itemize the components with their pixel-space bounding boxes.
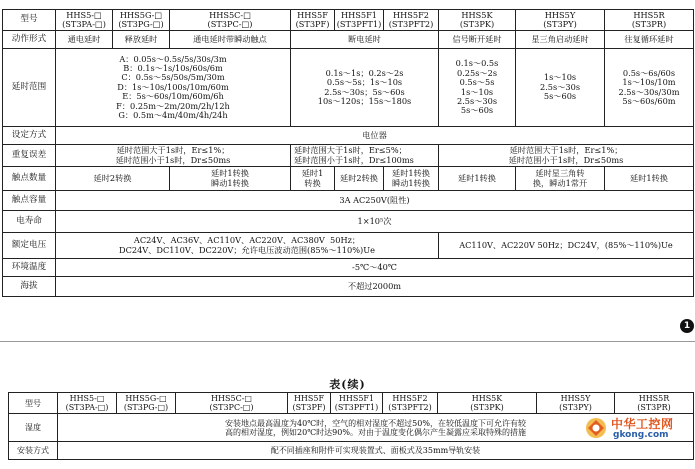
voltage-row (3, 233, 694, 259)
range-f: 0.1s～1s；0.2s～2s 0.5s～5s；1s～10s 2.5s～30s；5s～60s 10s～120s；15s～180s (291, 49, 439, 127)
life-row (3, 211, 694, 233)
temp-label: 环境温度 (3, 259, 56, 277)
model-hhs5k: HHS5K (ST3PK) (439, 10, 516, 31)
life-label: 电寿命 (3, 211, 56, 233)
watermark-url: gkong.com (613, 430, 669, 440)
error-f: 延时范围大于1s时，Er≤5%； 延时范围小于1s时，Dr≤100ms (291, 145, 439, 167)
model2-hhs5: HHS5-□ (ST3PA-□) (58, 393, 117, 414)
model-label: 型号 (3, 10, 56, 31)
capacity-label: 触点容量 (3, 191, 56, 211)
contacts-k: 延时1转换 (439, 167, 516, 191)
life-value: 1×10⁵次 (56, 211, 694, 233)
model2-hhs5y: HHS5Y (ST3PY) (537, 393, 615, 414)
action-g: 释放延时 (113, 31, 170, 49)
contacts-r: 延时1转换 (605, 167, 694, 191)
altitude-label: 海拔 (3, 277, 56, 297)
model-hhs5g: HHS5G-□ (ST3PG-□) (113, 10, 170, 31)
action-label: 动作形式 (3, 31, 56, 49)
setting-value: 电位器 (56, 127, 694, 145)
contacts-f2: 延时1转换 瞬动1转换 (384, 167, 439, 191)
page-number-badge: 1 (680, 319, 694, 333)
model-hhs5: HHS5-□ (ST3PA-□) (56, 10, 113, 31)
range-label: 延时范围 (3, 49, 56, 127)
voltage-right: AC110V、AC220V 50Hz；DC24V，(85%～110%)Ue (439, 233, 694, 259)
header-row-2 (9, 393, 694, 414)
watermark (583, 413, 691, 443)
contacts-c: 延时1转换 瞬动1转换 (170, 167, 291, 191)
model2-hhs5g: HHS5G-□ (ST3PG-□) (117, 393, 176, 414)
model-hhs5r: HHS5R (ST3PR) (605, 10, 694, 31)
watermark-text: 中华工控网 (611, 417, 674, 431)
error-label: 重复误差 (3, 145, 56, 167)
setting-label: 设定方式 (3, 127, 56, 145)
action-c: 通电延时带瞬动触点 (170, 31, 291, 49)
range-abc: A：0.05s～0.5s/5s/30s/3m B：0.1s～1s/10s/60s/6m C：0.5s～5s/50s/5m/30m D：1s～10s/100s/10m/60m E：5s～60s/10m/60m/6h F：0.25m～2m/20m/2h/12h G：0.5m～4m/40m/4h/24h (56, 49, 291, 127)
model2-hhs5f2: HHS5F2 (ST3PFT2) (383, 393, 438, 414)
contacts-f: 延时1 转换 (291, 167, 335, 191)
action-r: 往复循环延时 (605, 31, 694, 49)
model-hhs5f: HHS5F (ST3PF) (291, 10, 335, 31)
page-divider (0, 341, 695, 342)
capacity-row (3, 191, 694, 211)
voltage-left: AC24V、AC36V、AC110V、AC220V、AC380V 50Hz； DC24V、DC110V、DC220V；允许电压波动范围(85%～110%)Ue (56, 233, 439, 259)
temp-value: -5℃～40℃ (56, 259, 694, 277)
contacts-y: 延时星三角转 换，瞬动1常开 (516, 167, 605, 191)
action-y: 星三角启动延时 (516, 31, 605, 49)
model2-hhs5f1: HHS5F1 (ST3PFT1) (331, 393, 383, 414)
header-row (3, 10, 694, 31)
contacts-f1: 延时2转换 (335, 167, 384, 191)
model-label-2: 型号 (9, 393, 58, 414)
action-k: 信号断开延时 (439, 31, 516, 49)
error-abc: 延时范围大于1s时，Er≤1%； 延时范围小于1s时，Dr≤50ms (56, 145, 291, 167)
mounting-row (9, 442, 694, 460)
model-hhs5f1: HHS5F1 (ST3PFT1) (335, 10, 384, 31)
setting-row (3, 127, 694, 145)
range-row (3, 49, 694, 127)
range-k: 0.1s～0.5s 0.25s～2s 0.5s～5s 1s～10s 2.5s～30s 5s～60s (439, 49, 516, 127)
voltage-label: 额定电压 (3, 233, 56, 259)
range-y: 1s～10s 2.5s～30s 5s～60s (516, 49, 605, 127)
model2-hhs5f: HHS5F (ST3PF) (288, 393, 331, 414)
capacity-value: 3A AC250V(阻性) (56, 191, 694, 211)
spec-table (2, 9, 694, 297)
humidity-label: 湿度 (9, 414, 58, 442)
model2-hhs5k: HHS5K (ST3PK) (438, 393, 537, 414)
model2-hhs5r: HHS5R (ST3PR) (615, 393, 694, 414)
gkong-logo-icon (583, 417, 609, 439)
altitude-row (3, 277, 694, 297)
continued-table-title: 表(续) (329, 378, 366, 391)
contacts-ag: 延时2转换 (56, 167, 170, 191)
range-r: 0.5s～6s/60s 1s～10s/10m 2.5s～30s/30m 5s～60s/60m (605, 49, 694, 127)
model-hhs5c: HHS5C-□ (ST3PC-□) (170, 10, 291, 31)
contacts-label: 触点数量 (3, 167, 56, 191)
altitude-value: 不超过2000m (56, 277, 694, 297)
mounting-label: 安装方式 (9, 442, 58, 460)
action-f: 断电延时 (291, 31, 439, 49)
humidity-value: 安装地点最高温度为40℃时，空气的相对湿度不超过50%，在较低温度下可允许有较 高的相对湿度，例如20℃时达90%。对由于温度变化偶尔产生凝露应采取特殊的措施 (58, 414, 694, 442)
mounting-value: 配不同插座和附件可实现装置式、面板式及35mm导轨安装 (58, 442, 694, 460)
model2-hhs5c: HHS5C-□ (ST3PC-□) (176, 393, 288, 414)
error-row (3, 145, 694, 167)
action-row (3, 31, 694, 49)
action-a: 通电延时 (56, 31, 113, 49)
error-kyr: 延时范围大于1s时，Er≤1%； 延时范围小于1s时，Dr≤50ms (439, 145, 694, 167)
contacts-row (3, 167, 694, 191)
model-hhs5y: HHS5Y (ST3PY) (516, 10, 605, 31)
model-hhs5f2: HHS5F2 (ST3PFT2) (384, 10, 439, 31)
temp-row (3, 259, 694, 277)
